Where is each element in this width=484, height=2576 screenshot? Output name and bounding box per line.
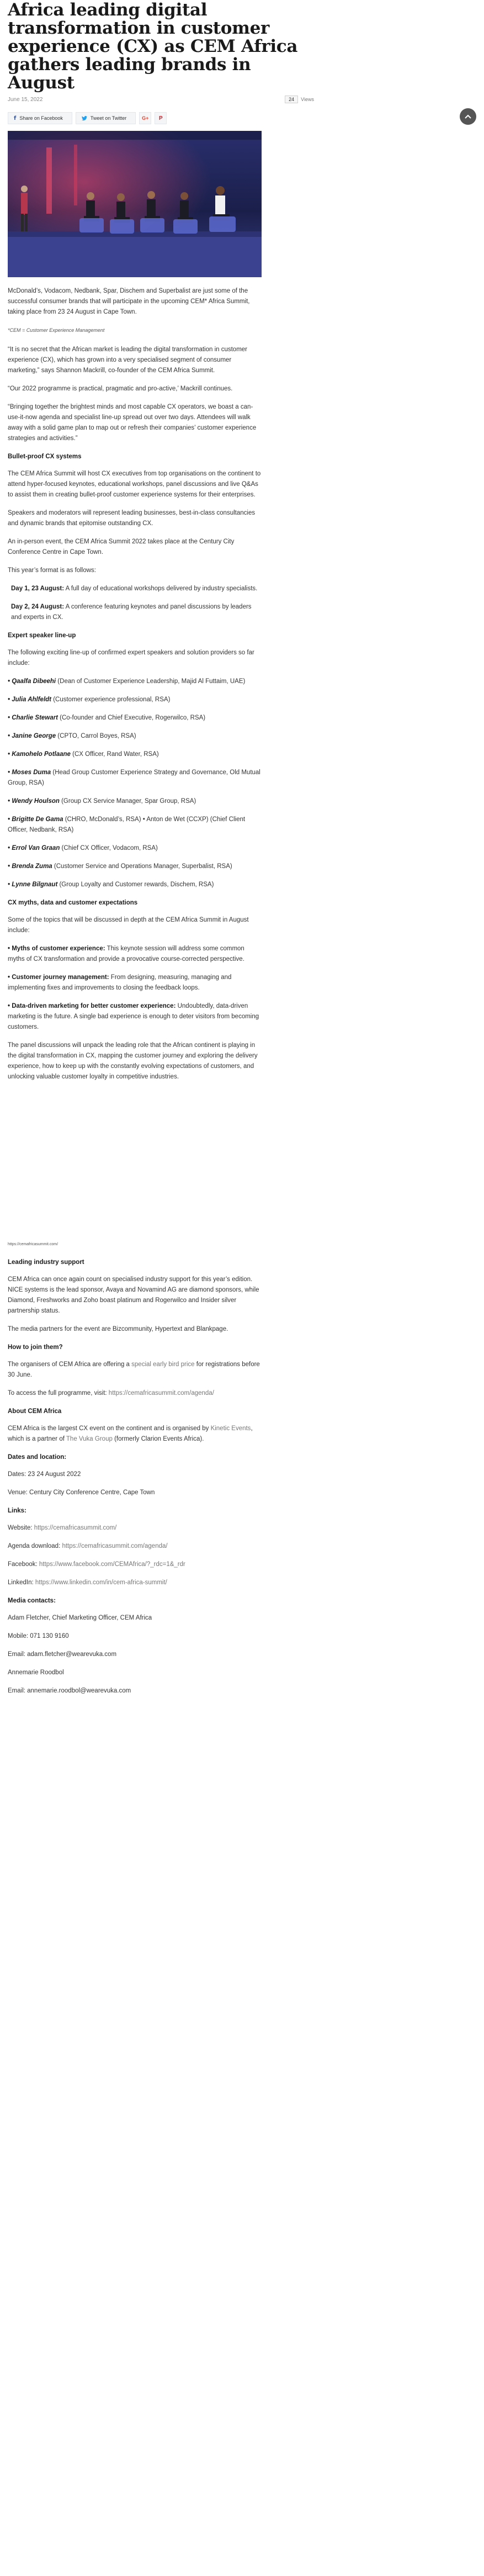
linkedin-item (8, 1578, 262, 1588)
speaker-name: • Kamohelo Potlaane (8, 751, 71, 758)
support-paragraph-1: CEM Africa can once again count on specialised industry support for this year’s edition. NICE systems is the lead sponsor, Avaya and Novamind AG are diamond sponsors, while Diamond, Freshworks and Zoho boast platinum and Rogerwilco and Insider silver partnership status. (8, 1276, 259, 1314)
website-item (8, 1523, 262, 1533)
scroll-top-button[interactable] (460, 108, 476, 125)
early-bird-link[interactable]: special early bird price (131, 1361, 195, 1368)
topic-label: • Data-driven marketing for better customer experience: (8, 1003, 176, 1009)
speaker-name: • Qaalfa Dibeehi (8, 678, 56, 685)
speaker-name: • Wendy Houlson (8, 798, 60, 805)
speaker-role: (CX Officer, Rand Water, RSA) (70, 751, 159, 758)
about-text-c: (formerly Clarion Events Africa). (112, 1436, 204, 1442)
facebook-item (8, 1559, 262, 1570)
speaker-role: (CHRO, McDonald’s, RSA) • Anton de Wet (CCXP) (Chief Client Officer, Nedbank, RSA) (8, 816, 246, 833)
heading-dates: Dates and location: (8, 1454, 67, 1461)
bulletproof-paragraph-3: An in-person event, the CEM Africa Summit 2022 takes place at the Century City Conference Centre in Cape Town. (8, 538, 235, 556)
heading-myths: CX myths, data and customer expectations (8, 900, 138, 906)
article-container (8, 0, 317, 1704)
speaker-name: • Charlie Stewart (8, 715, 58, 721)
speaker-item (8, 796, 262, 807)
venue-text: Venue: Century City Conference Centre, Cape Town (8, 1489, 155, 1496)
speaker-item (8, 749, 262, 760)
day-1-text: A full day of educational workshops delivered by industry specialists. (64, 585, 258, 592)
topic-text: From designing, measuring, managing and implementing fixes and improvements to closing the feedback loops. (8, 974, 232, 991)
heading-links: Links: (8, 1507, 26, 1514)
speakers-intro: The following exciting line-up of confirmed expert speakers and solution providers so far include: (8, 649, 254, 667)
speaker-name: • Errol Van Graan (8, 845, 60, 851)
topic-item (8, 944, 262, 965)
speaker-item (8, 843, 262, 854)
views-count: 24 (285, 96, 298, 103)
kinetic-events-link[interactable]: Kinetic Events (210, 1425, 251, 1432)
share-twitter-button[interactable] (76, 112, 136, 124)
google-plus-icon: G+ (142, 115, 149, 121)
join2-text: To access the full programme, visit: (8, 1390, 109, 1397)
about-text-a: CEM Africa is the largest CX event on the continent and is organised by (8, 1425, 211, 1432)
join1-text-a: The organisers of CEM Africa are offering a (8, 1361, 132, 1368)
vuka-group-link[interactable]: The Vuka Group (66, 1436, 113, 1442)
facebook-link[interactable]: https://www.facebook.com/CEMAfrica/?_rdc=1&_rdr (39, 1561, 185, 1568)
topic-label: • Customer journey management: (8, 974, 109, 981)
share-facebook-label: Share on Facebook (19, 115, 63, 121)
agenda-download-link[interactable]: https://cemafricasummit.com/agenda/ (62, 1543, 168, 1549)
agenda-download-item (8, 1541, 262, 1552)
linkedin-link[interactable]: https://www.linkedin.com/in/cem-africa-summit/ (35, 1579, 167, 1586)
article-meta (8, 96, 314, 104)
speaker-role: (Group Loyalty and Customer rewards, Dischem, RSA) (57, 881, 214, 888)
contact-2-email: Email: annemarie.roodbol@wearevuka.com (8, 1688, 131, 1694)
bulletproof-paragraph-2: Speakers and moderators will represent leading businesses, best-in-class consultancies and dynamic brands that epitomise outstanding CX. (8, 510, 256, 527)
agenda-download-label: Agenda download: (8, 1543, 62, 1549)
speaker-name: • Brigitte De Gama (8, 816, 63, 823)
day-2-text: A conference featuring keynotes and panel discussions by leaders and experts in CX. (11, 604, 252, 621)
speaker-role: (Co-founder and Chief Executive, Rogerwilco, RSA) (57, 715, 206, 721)
bulletproof-paragraph-4: This year’s format is as follows: (8, 567, 96, 574)
quote-paragraph-1: “It is no secret that the African market is leading the digital transformation in customer experience (CX), which has grown into a very specialised segment of consumer marketing,” says Shannon Mackrill, co-founder of the CEM Africa Summit. (8, 346, 248, 374)
publish-date: June 15, 2022 (8, 97, 43, 103)
speaker-role: (Dean of Customer Experience Leadership, Majid Al Futtaim, UAE) (56, 678, 246, 685)
heading-support: Leading industry support (8, 1259, 84, 1266)
share-bar (8, 112, 317, 124)
topic-label: • Myths of customer experience: (8, 945, 105, 952)
day-1-item (8, 584, 262, 594)
day-1-label: Day 1, 23 August: (11, 585, 65, 592)
chevron-up-icon (465, 114, 471, 119)
join-paragraph-1 (8, 1360, 262, 1380)
quote-paragraph-2: “Our 2022 programme is practical, pragmatic and pro-active,’ Mackrill continues. (8, 385, 233, 392)
heading-media: Media contacts: (8, 1598, 56, 1604)
speaker-item (8, 713, 262, 723)
join-paragraph-2 (8, 1388, 262, 1399)
website-link[interactable]: https://cemafricasummit.com/ (34, 1525, 117, 1531)
article-title: Africa leading digital transformation in customer experience (CX) as CEM Africa gathers leading brands in August (8, 0, 298, 93)
contact-1-email: Email: adam.fletcher@wearevuka.com (8, 1651, 117, 1658)
panel-paragraph: The panel discussions will unpack the leading role that the African continent is playing in the digital transformation in CX, mapping the customer journey and exploring the delivery experience, how to keep up with the constantly evolving expectations of customers, and unlocking valuable customer loyalty in competitive industries. (8, 1042, 258, 1080)
embed-caption: https://cemafricasummit.com/ (8, 1242, 58, 1246)
speaker-name: • Brenda Zuma (8, 863, 52, 870)
views-counter (285, 96, 314, 103)
speaker-name: • Lynne Bilgnaut (8, 881, 58, 888)
speaker-name: • Julia Ahlfeldt (8, 696, 51, 703)
speaker-item (8, 880, 262, 890)
speaker-item (8, 731, 262, 742)
share-twitter-label: Tweet on Twitter (90, 115, 127, 121)
speaker-item (8, 861, 262, 872)
contact-1-name: Adam Fletcher, Chief Marketing Officer, CEM Africa (8, 1615, 152, 1621)
speaker-role: (Customer Service and Operations Manager, Superbalist, RSA) (52, 863, 232, 870)
support-paragraph-2: The media partners for the event are Bizcommunity, Hypertext and Blankpage. (8, 1326, 228, 1332)
topic-text: Undoubtedly, data-driven marketing is the future. A single bad experience is enough to deter visitors from becoming customers. (8, 1003, 259, 1030)
bulletproof-paragraph-1: The CEM Africa Summit will host CX executives from top organisations on the continent to attend hyper-focused keynotes, educational workshops, panel discussions and live Q&As to assist them in creating bullet-proof customer experience systems for their enterprises. (8, 470, 261, 498)
speaker-item (8, 768, 262, 789)
speaker-role: (Group CX Service Manager, Spar Group, RSA) (59, 798, 196, 805)
dates-text: Dates: 23 24 August 2022 (8, 1471, 81, 1478)
website-label: Website: (8, 1525, 34, 1531)
pinterest-icon: P (158, 115, 163, 121)
footnote: *CEM = Customer Experience Management (8, 327, 105, 333)
join1-text-b: for registrations before 30 June. (8, 1361, 260, 1378)
heading-about: About CEM Africa (8, 1408, 62, 1415)
share-pinterest-button[interactable] (155, 112, 167, 124)
myths-intro: Some of the topics that will be discussed in depth at the CEM Africa Summit in August include: (8, 917, 249, 934)
topic-item (8, 972, 262, 993)
speaker-item (8, 676, 262, 687)
topic-item (8, 1001, 262, 1033)
speaker-role: (CPTO, Carrol Boyes, RSA) (56, 733, 136, 739)
topic-text: This keynote session will address some common myths of CX transformation and provide a provocative course-corrected perspective. (8, 945, 244, 962)
share-facebook-button[interactable] (8, 112, 72, 124)
facebook-label: Facebook: (8, 1561, 39, 1568)
facebook-icon: f (14, 115, 17, 121)
day-2-label: Day 2, 24 August: (11, 604, 65, 610)
intro-paragraph: McDonald’s, Vodacom, Nedbank, Spar, Dischem and Superbalist are just some of the successful consumer brands that will participate in the upcoming CEM* Africa Summit, taking place from 23 24 August in Cape Town. (8, 288, 250, 315)
heading-bulletproof: Bullet-proof CX systems (8, 453, 82, 460)
linkedin-label: LinkedIn: (8, 1579, 35, 1586)
speaker-role: (Chief CX Officer, Vodacom, RSA) (60, 845, 158, 851)
views-label: Views (301, 97, 314, 102)
conference-panel-photo (8, 131, 262, 277)
speaker-name: • Moses Duma (8, 769, 51, 776)
heading-join: How to join them? (8, 1344, 63, 1351)
about-text-b: , which is a partner of (8, 1425, 253, 1442)
speaker-role: (Head Group Customer Experience Strategy and Governance, Old Mutual Group, RSA) (8, 769, 260, 786)
day-2-item (8, 602, 262, 623)
about-paragraph (8, 1424, 262, 1445)
speaker-item (8, 814, 262, 835)
contact-2-name: Annemarie Roodbol (8, 1669, 64, 1676)
share-google-plus-button[interactable] (139, 112, 151, 124)
speaker-item (8, 695, 262, 705)
heading-speakers: Expert speaker line-up (8, 632, 76, 639)
twitter-icon (82, 116, 87, 121)
speaker-name: • Janine George (8, 733, 56, 739)
embed-placeholder (8, 1090, 262, 1239)
article-body (8, 286, 262, 1696)
agenda-link[interactable]: https://cemafricasummit.com/agenda/ (108, 1390, 214, 1397)
contact-1-mobile: Mobile: 071 130 9160 (8, 1633, 69, 1639)
speaker-role: (Customer experience professional, RSA) (51, 696, 171, 703)
hero-image (8, 131, 262, 277)
quote-paragraph-3: “Bringing together the brightest minds and most capable CX operators, we boast a can-use-it-now agenda and specialist line-up spread out over two days. Attendees will walk away with a solid game plan to map out or refresh their companies’ customer experience strategies and activities.” (8, 404, 257, 442)
